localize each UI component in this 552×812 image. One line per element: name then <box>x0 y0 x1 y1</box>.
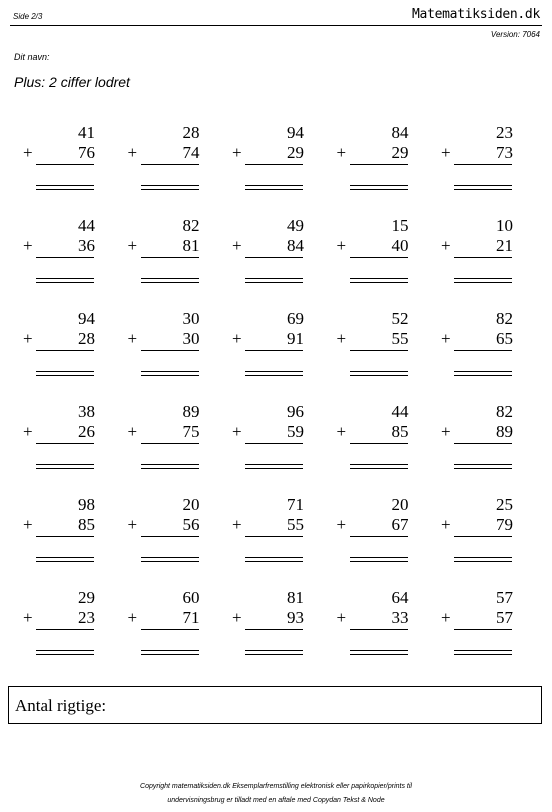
addition-problem <box>123 120 208 200</box>
second-addend: 36 <box>78 236 95 255</box>
sum-rule <box>141 443 199 444</box>
answer-line[interactable] <box>141 185 199 190</box>
sum-rule <box>36 443 94 444</box>
answer-line[interactable] <box>350 185 408 190</box>
addition-problem <box>18 399 103 479</box>
plus-sign: + <box>127 236 138 255</box>
answer-line[interactable] <box>454 464 512 469</box>
sum-rule <box>350 629 408 630</box>
score-label: Antal rigtige: <box>15 696 107 715</box>
plus-sign: + <box>232 515 242 534</box>
sum-rule <box>141 629 199 630</box>
score-box[interactable] <box>8 686 542 724</box>
first-addend: 38 <box>78 402 95 421</box>
first-addend: 69 <box>287 309 304 328</box>
addition-problem <box>332 120 417 200</box>
version-label: Version: 7064 <box>490 30 540 39</box>
second-addend: 84 <box>287 236 304 255</box>
first-addend: 23 <box>496 123 513 142</box>
copyright-line-2: undervisningsbrug er tilladt med en aftale med Copydan Tekst & Node <box>167 797 385 804</box>
second-addend: 85 <box>391 422 409 441</box>
sum-rule <box>454 629 512 630</box>
sum-rule <box>245 257 303 258</box>
first-addend: 15 <box>391 216 409 235</box>
plus-sign: + <box>232 236 242 255</box>
addition-problem <box>436 306 521 386</box>
second-addend: 21 <box>496 236 513 255</box>
sum-rule <box>245 629 303 630</box>
addition-problem <box>332 585 417 665</box>
sum-rule <box>245 350 303 351</box>
second-addend: 73 <box>496 143 513 162</box>
plus-sign: + <box>441 515 451 534</box>
addition-problem <box>227 399 312 479</box>
answer-line[interactable] <box>245 278 303 283</box>
first-addend: 94 <box>287 123 304 142</box>
answer-line[interactable] <box>454 278 512 283</box>
addition-problem <box>18 492 103 572</box>
answer-line[interactable] <box>245 464 303 469</box>
plus-sign: + <box>127 608 138 627</box>
second-addend: 55 <box>287 515 304 534</box>
first-addend: 41 <box>78 123 95 142</box>
first-addend: 60 <box>182 588 200 607</box>
second-addend: 23 <box>78 608 95 627</box>
plus-sign: + <box>23 608 33 627</box>
second-addend: 91 <box>287 329 304 348</box>
first-addend: 64 <box>391 588 409 607</box>
first-addend: 10 <box>496 216 513 235</box>
sum-rule <box>454 536 512 537</box>
second-addend: 57 <box>496 608 513 627</box>
second-addend: 26 <box>78 422 95 441</box>
copyright-footer <box>0 780 552 808</box>
sum-rule <box>350 257 408 258</box>
plus-sign: + <box>23 515 33 534</box>
first-addend: 49 <box>287 216 304 235</box>
answer-line[interactable] <box>454 557 512 562</box>
plus-sign: + <box>232 143 242 162</box>
first-addend: 29 <box>78 588 95 607</box>
plus-sign: + <box>441 608 451 627</box>
plus-sign: + <box>127 515 138 534</box>
addition-problem <box>332 213 417 293</box>
first-addend: 20 <box>391 495 409 514</box>
sum-rule <box>454 164 512 165</box>
addition-problem <box>18 120 103 200</box>
addition-problem <box>436 585 521 665</box>
plus-sign: + <box>232 422 242 441</box>
addition-problem <box>123 213 208 293</box>
sum-rule <box>141 536 199 537</box>
second-addend: 75 <box>182 422 200 441</box>
sum-rule <box>36 350 94 351</box>
first-addend: 44 <box>391 402 409 421</box>
header-divider <box>10 25 542 26</box>
first-addend: 81 <box>287 588 304 607</box>
answer-line[interactable] <box>454 371 512 376</box>
answer-line[interactable] <box>36 371 94 376</box>
brand-logo: Matematiksiden.dk <box>412 7 540 22</box>
first-addend: 89 <box>182 402 200 421</box>
addition-problem <box>123 585 208 665</box>
second-addend: 29 <box>391 143 409 162</box>
addition-problem <box>436 492 521 572</box>
second-addend: 71 <box>182 608 200 627</box>
second-addend: 76 <box>78 143 95 162</box>
first-addend: 98 <box>78 495 95 514</box>
second-addend: 67 <box>391 515 409 534</box>
sum-rule <box>141 164 199 165</box>
first-addend: 20 <box>182 495 200 514</box>
sum-rule <box>36 257 94 258</box>
answer-line[interactable] <box>350 371 408 376</box>
answer-line[interactable] <box>141 371 199 376</box>
answer-line[interactable] <box>245 650 303 655</box>
answer-line[interactable] <box>36 278 94 283</box>
second-addend: 56 <box>182 515 200 534</box>
addition-problem <box>227 585 312 665</box>
second-addend: 81 <box>182 236 200 255</box>
plus-sign: + <box>441 143 451 162</box>
first-addend: 44 <box>78 216 95 235</box>
sum-rule <box>454 350 512 351</box>
first-addend: 96 <box>287 402 304 421</box>
second-addend: 59 <box>287 422 304 441</box>
sum-rule <box>36 629 94 630</box>
second-addend: 29 <box>287 143 304 162</box>
answer-line[interactable] <box>245 371 303 376</box>
answer-line[interactable] <box>36 650 94 655</box>
plus-sign: + <box>23 236 33 255</box>
sum-rule <box>350 443 408 444</box>
sum-rule <box>245 536 303 537</box>
plus-sign: + <box>336 422 347 441</box>
first-addend: 82 <box>496 402 513 421</box>
second-addend: 55 <box>391 329 409 348</box>
answer-line[interactable] <box>245 185 303 190</box>
plus-sign: + <box>336 515 347 534</box>
plus-sign: + <box>336 329 347 348</box>
problem-grid <box>18 120 538 680</box>
second-addend: 28 <box>78 329 95 348</box>
sum-rule <box>454 443 512 444</box>
second-addend: 40 <box>391 236 409 255</box>
sum-rule <box>245 164 303 165</box>
first-addend: 30 <box>182 309 200 328</box>
first-addend: 57 <box>496 588 513 607</box>
first-addend: 28 <box>182 123 200 142</box>
second-addend: 89 <box>496 422 513 441</box>
plus-sign: + <box>441 422 451 441</box>
addition-problem <box>18 585 103 665</box>
plus-sign: + <box>441 236 451 255</box>
sum-rule <box>36 164 94 165</box>
addition-problem <box>436 120 521 200</box>
addition-problem <box>123 399 208 479</box>
answer-line[interactable] <box>350 464 408 469</box>
plus-sign: + <box>127 143 138 162</box>
first-addend: 84 <box>391 123 409 142</box>
addition-problem <box>332 306 417 386</box>
addition-problem <box>436 399 521 479</box>
second-addend: 79 <box>496 515 513 534</box>
answer-line[interactable] <box>454 650 512 655</box>
worksheet-title: Plus: 2 ciffer lodret <box>14 74 130 90</box>
sum-rule <box>245 443 303 444</box>
sum-rule <box>454 257 512 258</box>
sum-rule <box>350 350 408 351</box>
plus-sign: + <box>127 422 138 441</box>
second-addend: 65 <box>496 329 513 348</box>
addition-problem <box>436 213 521 293</box>
sum-rule <box>350 164 408 165</box>
first-addend: 71 <box>287 495 304 514</box>
answer-line[interactable] <box>141 557 199 562</box>
first-addend: 82 <box>496 309 513 328</box>
plus-sign: + <box>23 329 33 348</box>
plus-sign: + <box>336 608 347 627</box>
addition-problem <box>227 213 312 293</box>
name-label: Dit navn: <box>14 52 50 62</box>
addition-problem <box>227 492 312 572</box>
sum-rule <box>350 536 408 537</box>
plus-sign: + <box>336 236 347 255</box>
first-addend: 25 <box>496 495 513 514</box>
plus-sign: + <box>441 329 451 348</box>
answer-line[interactable] <box>36 185 94 190</box>
copyright-line-1: Copyright matematiksiden.dk Eksemplarfremstilling elektronisk eller papirkopier/prints til <box>140 783 412 790</box>
addition-problem <box>123 306 208 386</box>
answer-line[interactable] <box>36 557 94 562</box>
first-addend: 94 <box>78 309 95 328</box>
answer-line[interactable] <box>454 185 512 190</box>
page-label: Side 2/3 <box>13 12 43 21</box>
answer-line[interactable] <box>141 650 199 655</box>
addition-problem <box>123 492 208 572</box>
addition-problem <box>332 492 417 572</box>
answer-line[interactable] <box>350 650 408 655</box>
second-addend: 30 <box>182 329 200 348</box>
answer-line[interactable] <box>141 464 199 469</box>
second-addend: 74 <box>182 143 200 162</box>
sum-rule <box>141 257 199 258</box>
addition-problem <box>18 213 103 293</box>
answer-line[interactable] <box>36 464 94 469</box>
first-addend: 82 <box>182 216 200 235</box>
answer-line[interactable] <box>141 278 199 283</box>
sum-rule <box>36 536 94 537</box>
plus-sign: + <box>232 329 242 348</box>
plus-sign: + <box>336 143 347 162</box>
plus-sign: + <box>127 329 138 348</box>
sum-rule <box>141 350 199 351</box>
plus-sign: + <box>232 608 242 627</box>
addition-problem <box>332 399 417 479</box>
answer-line[interactable] <box>350 278 408 283</box>
addition-problem <box>227 120 312 200</box>
answer-line[interactable] <box>350 557 408 562</box>
plus-sign: + <box>23 143 33 162</box>
plus-sign: + <box>23 422 33 441</box>
addition-problem <box>18 306 103 386</box>
second-addend: 85 <box>78 515 95 534</box>
answer-line[interactable] <box>245 557 303 562</box>
second-addend: 93 <box>287 608 304 627</box>
addition-problem <box>227 306 312 386</box>
second-addend: 33 <box>391 608 409 627</box>
first-addend: 52 <box>391 309 409 328</box>
